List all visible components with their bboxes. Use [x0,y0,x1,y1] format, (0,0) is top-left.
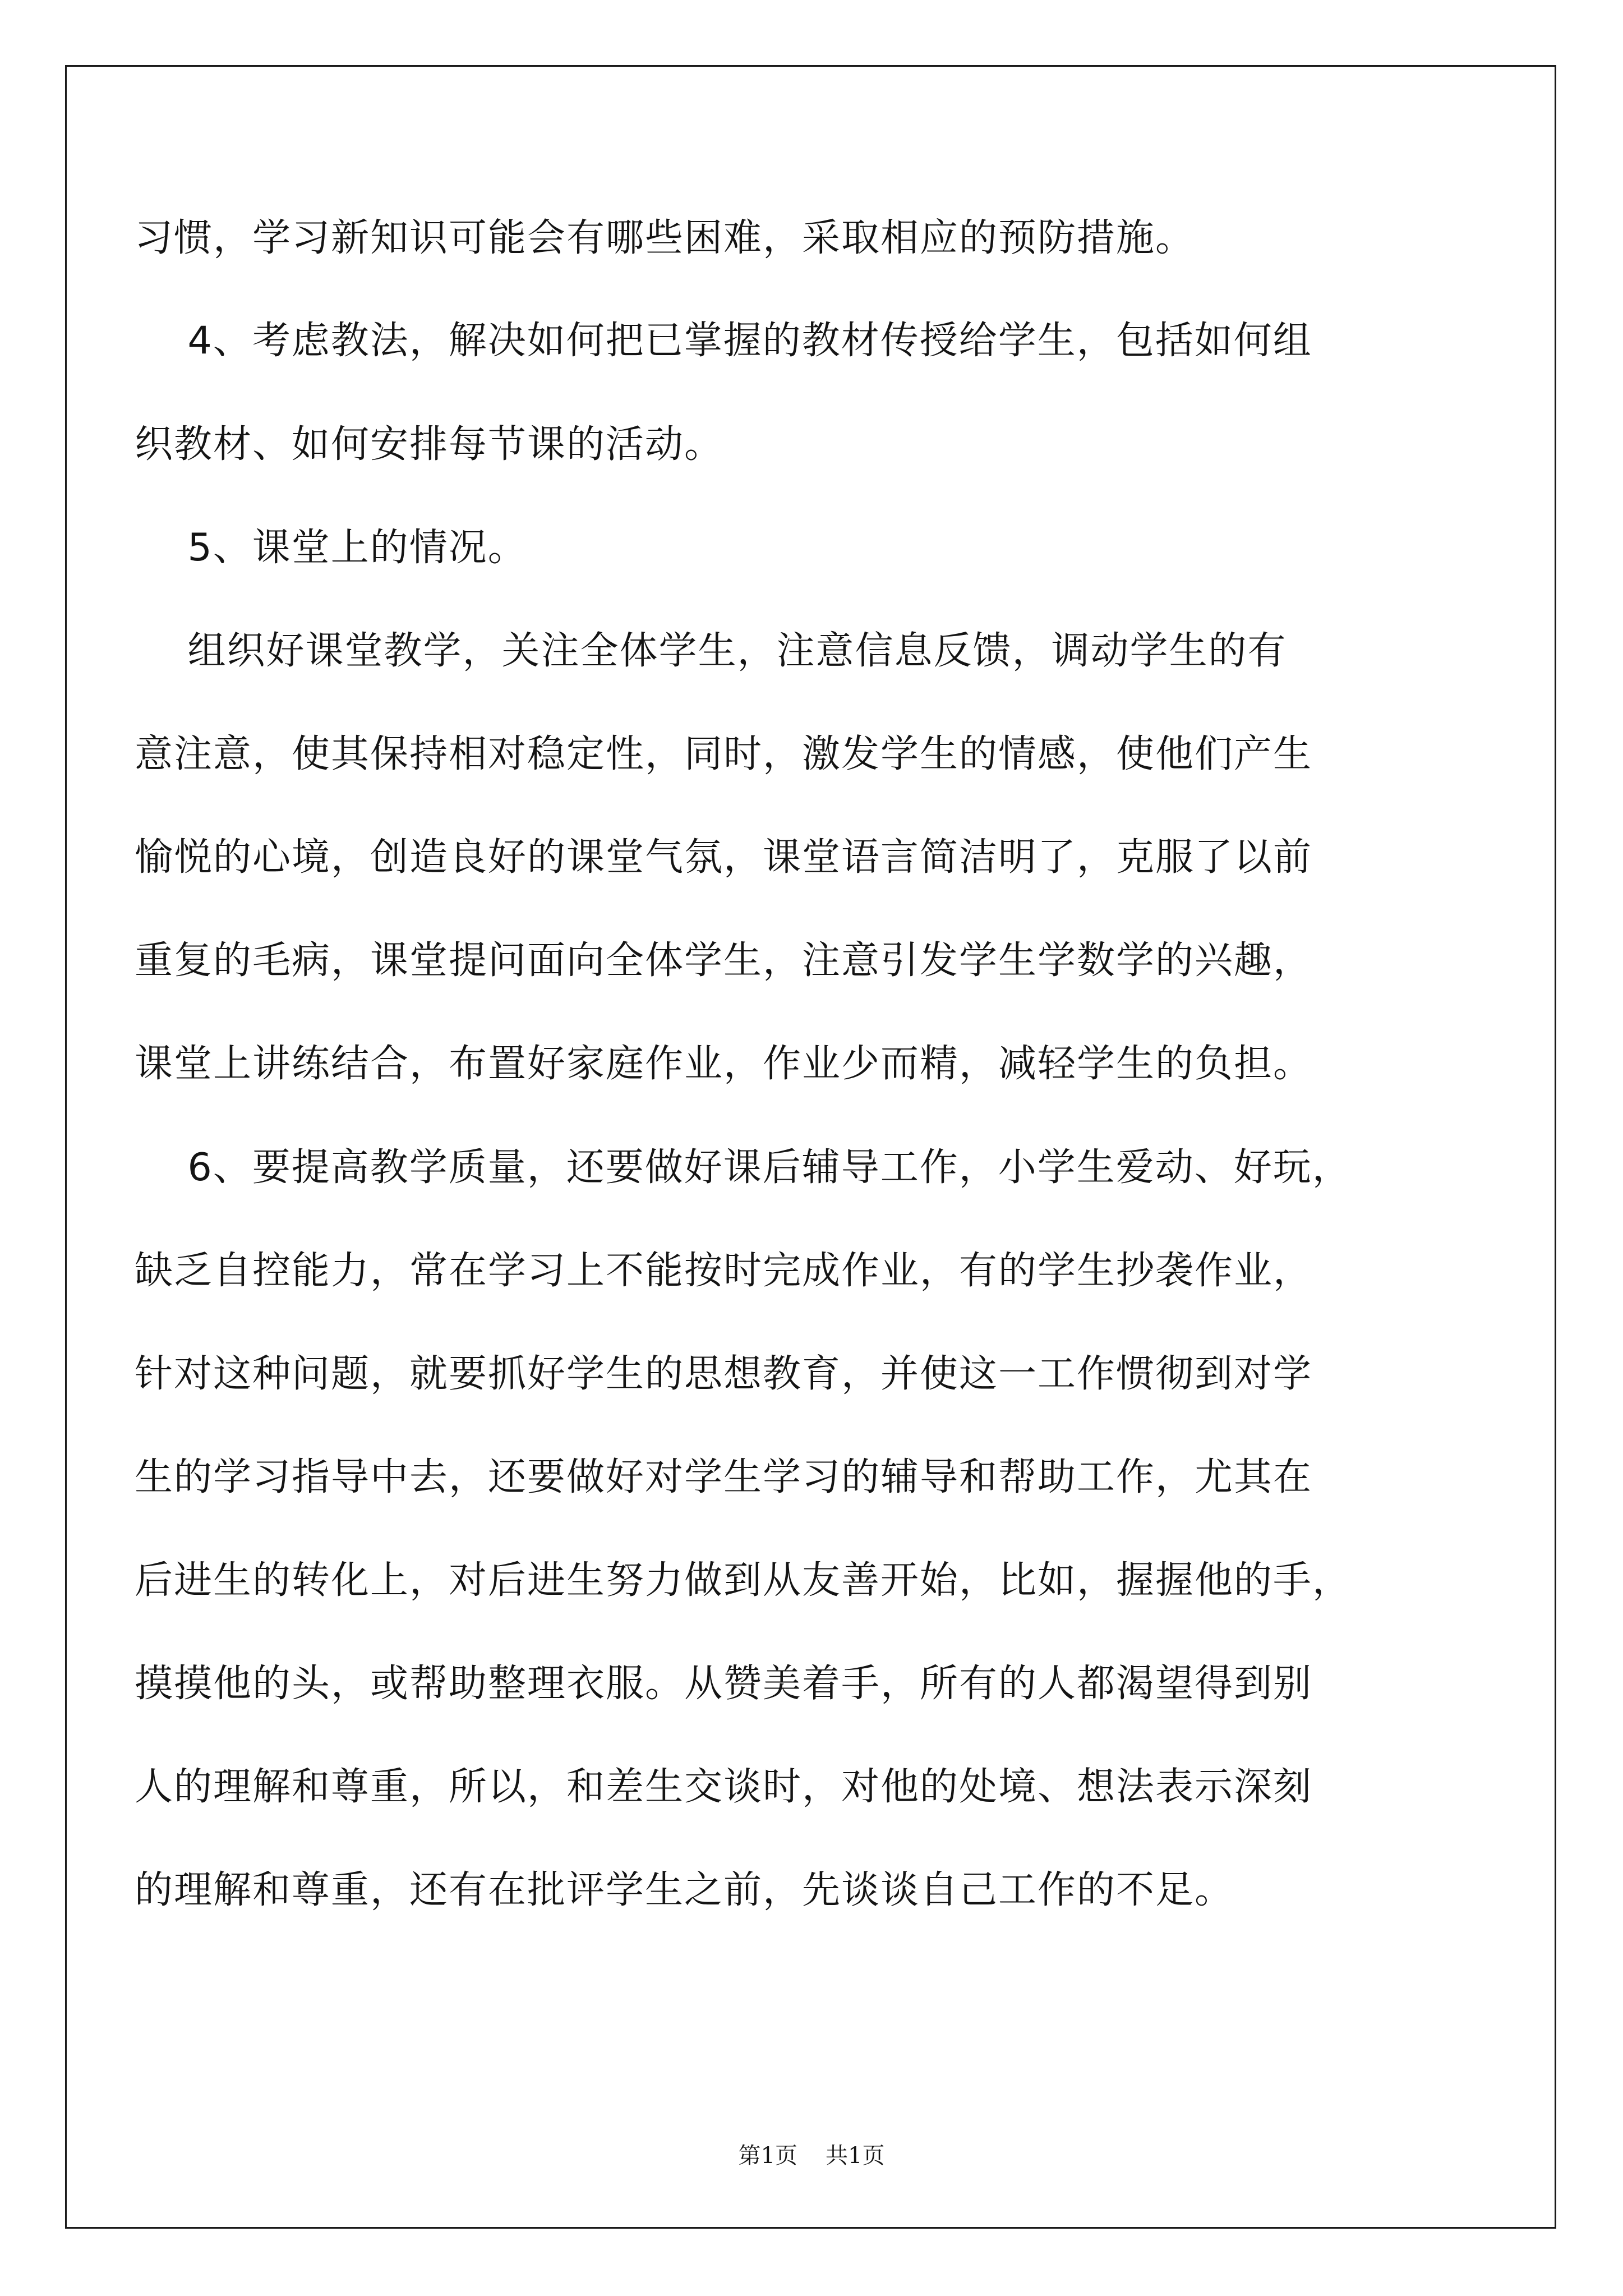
text-line: 课堂上讲练结合，布置好家庭作业，作业少而精，减轻学生的负担。 [135,1042,1313,1086]
text-line: 组织好课堂教学，关注全体学生，注意信息反馈，调动学生的有 [135,629,1287,673]
text-line: 4、考虑教法，解决如何把已掌握的教材传授给学生，包括如何组 [135,319,1312,363]
page-number: 第1页 [738,2143,797,2169]
page-footer [0,2142,1623,2170]
text-line: 针对这种问题，就要抓好学生的思想教育，并使这一工作惯彻到对学 [135,1352,1313,1396]
text-line: 生的学习指导中去，还要做好对学生学习的辅导和帮助工作，尤其在 [135,1455,1313,1499]
text-line: 愉悦的心境，创造良好的课堂气氛，课堂语言简洁明了，克服了以前 [135,835,1313,880]
text-line: 人的理解和尊重，所以，和差生交谈时，对他的处境、想法表示深刻 [135,1765,1313,1809]
text-line: 织教材、如何安排每节课的活动。 [135,422,724,467]
text-line: 6、要提高教学质量，还要做好课后辅导工作，小学生爱动、好玩， [135,1145,1352,1190]
text-line: 的理解和尊重，还有在批评学生之前，先谈谈自己工作的不足。 [135,1868,1234,1912]
text-line: 意注意，使其保持相对稳定性，同时，激发学生的情感，使他们产生 [135,732,1313,776]
text-line: 5、课堂上的情况。 [135,526,527,570]
text-line: 重复的毛病，课堂提问面向全体学生，注意引发学生学数学的兴趣， [135,938,1313,983]
text-line: 后进生的转化上，对后进生努力做到从友善开始，比如，握握他的手， [135,1558,1352,1603]
text-line: 缺乏自控能力，常在学习上不能按时完成作业，有的学生抄袭作业， [135,1249,1313,1293]
page-total: 共1页 [826,2143,885,2169]
text-line: 习惯，学习新知识可能会有哪些困难，采取相应的预防措施。 [135,216,1195,260]
text-line: 摸摸他的头，或帮助整理衣服。从赞美着手，所有的人都渴望得到别 [135,1662,1313,1706]
